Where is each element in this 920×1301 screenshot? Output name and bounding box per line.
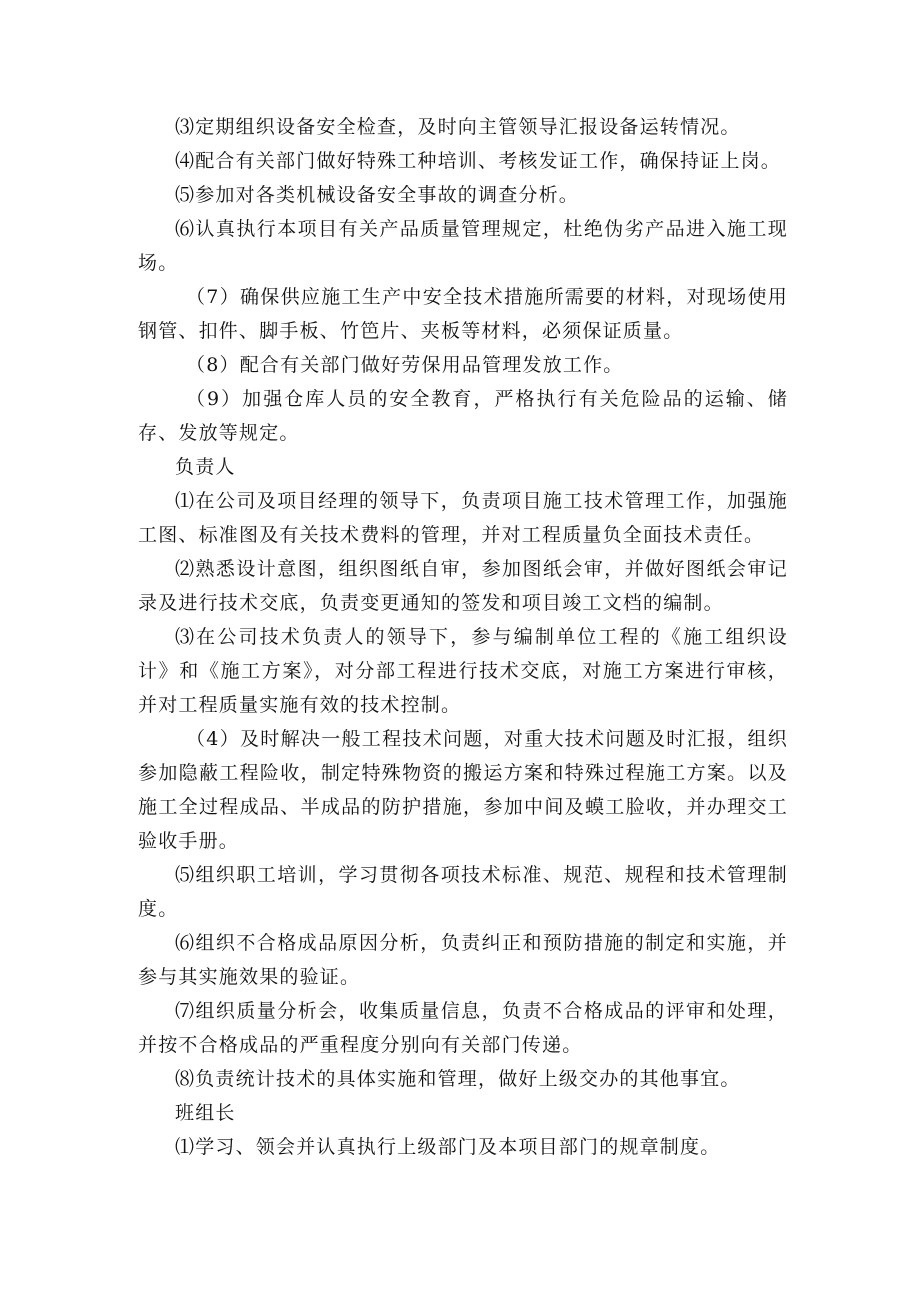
paragraph-tech-6: ⑹组织不合格成品原因分析，负责纠正和预防措施的制定和实施，并参与其实施效果的验证。 [138,932,788,988]
paragraph-tech-5: ⑸组织职工培训，学习贯彻各项技术标准、规范、规程和技术管理制度。 [138,864,788,920]
paragraph-materials-8: （8）配合有关部门做好劳保用品管理发放工作。 [186,354,624,376]
paragraph-materials-7: （7）确保供应施工生产中安全技术措施所需要的材料，对现场使用钢管、扣件、脚手板、竹笆片、夹板等材料，必须保证质量。 [138,286,788,342]
paragraph-tech-3: ⑶在公司技术负责人的领导下，参与编制单位工程的《施工组织设计》和《施工方案》，对分部工程进行技术交底，对施工方案进行审核，并对工程质量实施有效的技术控制。 [138,626,788,716]
paragraph-tech-7: ⑺组织质量分析会，收集质量信息，负责不合格成品的评审和处理，并按不合格成品的严重程度分别向有关部门传递。 [138,1000,788,1056]
paragraph-team-1: ⑴学习、领会并认真执行上级部门及本项目部门的规章制度。 [175,1136,721,1158]
section-title-tech: 负责人 [175,456,236,478]
paragraph-tech-4: （4）及时解决一般工程技术问题，对重大技术问题及时汇报，组织参加隐蔽工程险收，制定特殊物资的搬运方案和特殊过程施工方案。以及施工全过程成品、半成品的防护措施，参加中间及蟆工脸收，并办理交工验收手册。 [138,728,788,852]
paragraph-tech-1: ⑴在公司及项目经理的领导下，负责项目施工技术管理工作，加强施工图、标准图及有关技术费料的管理，并对工程质量负全面技术责任。 [138,490,788,546]
paragraph-materials-9: （9）加强仓库人员的安全教育，严格执行有关危险品的运输、储存、发放等规定。 [138,388,788,444]
paragraph-materials-3: ⑶定期组织设备安全检查，及时向主管领导汇报设备运转情况。 [175,116,741,138]
paragraph-tech-2: ⑵熟悉设计意图，组织图纸自审，参加图纸会审，并做好图纸会审记录及进行技术交底，负责变更通知的签发和项目竣工文档的编制。 [138,558,788,614]
paragraph-materials-6: ⑹认真执行本项目有关产品质量管理规定，杜绝伪劣产品进入施工现场。 [138,218,788,274]
document-body [138,110,788,1164]
paragraph-tech-8: ⑻负责统计技术的具体实施和管理，做好上级交办的其他事宜。 [175,1068,741,1090]
paragraph-materials-4: ⑷配合有关部门做好特殊工种培训、考核发证工作，确保持证上岗。 [175,150,782,172]
section-title-team: 班组长 [175,1102,236,1124]
paragraph-materials-5: ⑸参加对各类机械设备安全事故的调查分析。 [175,184,580,206]
